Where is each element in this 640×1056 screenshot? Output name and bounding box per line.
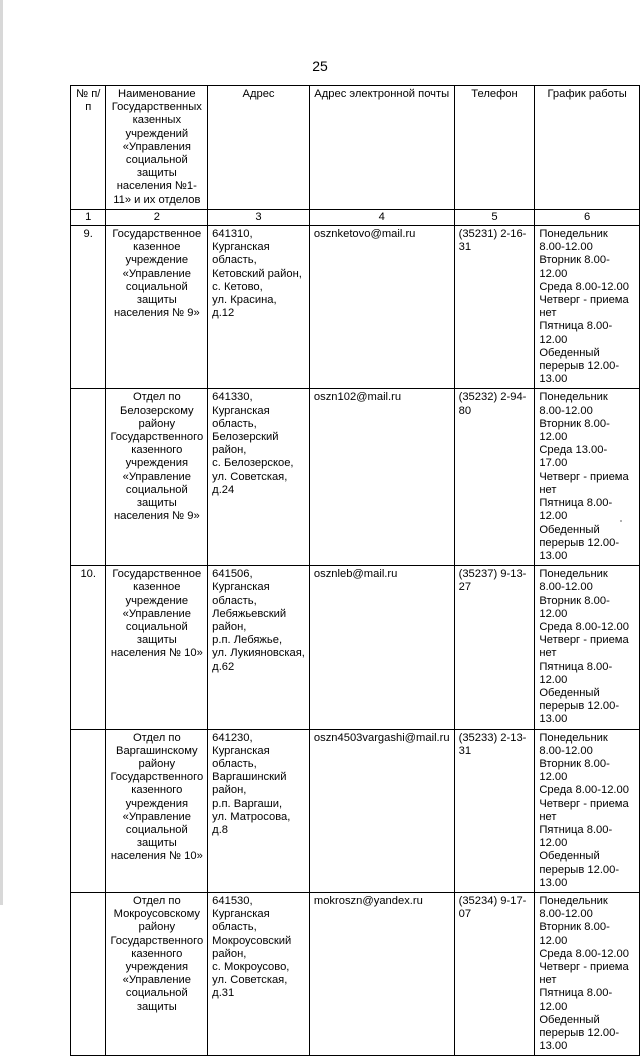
schedule-line: Понедельник 8.00-12.00 bbox=[539, 568, 608, 594]
address-line: район, bbox=[212, 444, 247, 457]
schedule-line: Обеденный перерыв 12.00-13.00 bbox=[539, 523, 620, 562]
address-line: 641330, bbox=[212, 391, 253, 404]
address-line: район, bbox=[212, 784, 247, 797]
schedule-line: Понедельник 8.00-12.00 bbox=[539, 391, 608, 417]
schedule-line: Обеденный перерыв 12.00-13.00 bbox=[539, 1013, 620, 1053]
schedule-line: Среда 8.00-12.00 bbox=[539, 947, 629, 960]
address-line: Курганская bbox=[212, 744, 270, 757]
row-number: 10. bbox=[71, 566, 106, 729]
col-header-schedule: График работы bbox=[535, 86, 640, 210]
schedule-cell bbox=[535, 892, 640, 1055]
address-line: р.п. Варгаши, bbox=[212, 797, 283, 810]
table-row bbox=[71, 566, 640, 729]
address-line: Курганская bbox=[212, 404, 270, 417]
email-cell: mokroszn@yandex.ru bbox=[309, 892, 454, 1055]
address-line: Мокроусовский bbox=[212, 934, 292, 947]
col-header-number: № п/п bbox=[71, 86, 106, 210]
address-line: д.12 bbox=[212, 307, 235, 320]
schedule-line: Четверг - приема нет bbox=[539, 294, 629, 320]
address-line: область, bbox=[212, 757, 257, 770]
schedule-line: Среда 8.00-12.00 bbox=[539, 620, 629, 633]
schedule-line: Понедельник 8.00-12.00 bbox=[539, 228, 608, 254]
schedule-line: Вторник 8.00-12.00 bbox=[539, 757, 610, 784]
schedule-line: Вторник 8.00-12.00 bbox=[539, 594, 610, 620]
address-line: 641230, bbox=[212, 731, 253, 744]
page-number: 25 bbox=[312, 58, 328, 74]
col-index: 3 bbox=[208, 209, 310, 225]
col-header-address: Адрес bbox=[208, 86, 310, 210]
schedule-line: Пятница 8.00-12.00 bbox=[539, 987, 613, 1013]
phone-cell: (35232) 2-94-80 bbox=[454, 389, 535, 566]
table-row bbox=[71, 729, 640, 892]
col-index: 2 bbox=[106, 209, 208, 225]
address-line: район, bbox=[212, 620, 247, 633]
address-line: район, bbox=[212, 947, 247, 960]
schedule-line: Среда 8.00-12.00 bbox=[539, 280, 629, 293]
col-index: 6 bbox=[535, 209, 640, 225]
email-cell: oszn102@mail.ru bbox=[309, 389, 454, 566]
address-line: ул. Советская, bbox=[212, 974, 288, 987]
schedule-line: Понедельник 8.00-12.00 bbox=[539, 894, 608, 921]
col-index: 5 bbox=[454, 209, 535, 225]
address-line: Кетовский район, bbox=[212, 267, 302, 280]
institution-name: Отдел по Мокроусовскому району Государственного казенного учреждения «Управление социальной защиты bbox=[106, 892, 208, 1055]
address-line: ул. Красина, bbox=[212, 294, 277, 307]
schedule-line: Четверг - приема нет bbox=[539, 961, 629, 987]
header-row bbox=[71, 86, 640, 210]
address-line: Курганская bbox=[212, 581, 270, 594]
address-cell bbox=[208, 566, 310, 729]
address-line: Варгашинский bbox=[212, 771, 287, 784]
address-line: с. Мокроусово, bbox=[212, 961, 290, 973]
institution-name: Отдел по Варгашинскому району Государственного казенного учреждения «Управление социальной защиты населения № 10» bbox=[106, 729, 208, 892]
row-number bbox=[71, 892, 106, 1055]
schedule-line: Пятница 8.00-12.00 bbox=[539, 823, 613, 850]
offices-table bbox=[70, 85, 640, 1056]
schedule-line: Четверг - приема нет bbox=[539, 634, 629, 660]
column-index-row bbox=[71, 209, 640, 225]
col-header-email: Адрес электронной почты bbox=[309, 86, 454, 210]
schedule-line: Понедельник 8.00-12.00 bbox=[539, 731, 608, 757]
address-cell bbox=[208, 389, 310, 566]
address-line: 641506, bbox=[212, 568, 253, 581]
address-line: 641310, bbox=[212, 228, 253, 241]
table-row bbox=[71, 389, 640, 566]
email-cell: osznleb@mail.ru bbox=[309, 566, 454, 729]
col-index: 4 bbox=[309, 209, 454, 225]
schedule-line: Пятница 8.00-12.00 bbox=[539, 660, 613, 686]
schedule-line: Вторник 8.00-12.00 bbox=[539, 417, 610, 444]
address-line: область, bbox=[212, 594, 257, 607]
schedule-line: Четверг - приема нет bbox=[539, 797, 629, 823]
schedule-line: Четверг - приема нет bbox=[539, 470, 629, 496]
table-row bbox=[71, 892, 640, 1055]
schedule-line: Обеденный перерыв 12.00-13.00 bbox=[539, 686, 620, 726]
row-number bbox=[71, 389, 106, 566]
scan-edge bbox=[0, 0, 3, 905]
address-line: д.24 bbox=[212, 483, 235, 496]
table-row bbox=[71, 226, 640, 389]
address-line: д.8 bbox=[212, 823, 229, 836]
institution-name: Отдел по Белозерскому району Государственного казенного учреждения «Управление социальной защиты населения № 9» bbox=[106, 389, 208, 566]
address-cell bbox=[208, 729, 310, 892]
address-line: область, bbox=[212, 417, 257, 430]
col-header-name: Наименование Государственных казенных учреждений «Управления социальной защиты населения №1-11» и их отделов bbox=[106, 86, 208, 210]
col-header-phone: Телефон bbox=[454, 86, 535, 210]
address-line: д.62 bbox=[212, 660, 235, 673]
address-line: область, bbox=[212, 921, 257, 934]
schedule-line: Пятница 8.00-12.00 bbox=[539, 320, 613, 346]
address-line: Лебяжьевский bbox=[212, 607, 287, 620]
schedule-line: Вторник 8.00-12.00 bbox=[539, 921, 610, 947]
address-line: р.п. Лебяжье, bbox=[212, 634, 283, 647]
address-line: ул. Советская, bbox=[212, 470, 288, 483]
row-number: 9. bbox=[71, 226, 106, 389]
address-line: Курганская bbox=[212, 908, 270, 921]
schedule-line: Пятница 8.00-12.00 bbox=[539, 497, 613, 523]
address-line: с. Белозерское, bbox=[212, 457, 294, 470]
schedule-line: Среда 13.00-17.00 bbox=[539, 444, 608, 470]
address-line: с. Кетово, bbox=[212, 280, 263, 293]
email-cell: oszn4503vargashi@mail.ru bbox=[309, 729, 454, 892]
address-line: Курганская bbox=[212, 241, 270, 254]
institution-name: Государственное казенное учреждение «Управление социальной защиты населения № 9» bbox=[106, 226, 208, 389]
phone-cell: (35234) 9-17-07 bbox=[454, 892, 535, 1055]
schedule-cell bbox=[535, 729, 640, 892]
email-cell: osznketovo@mail.ru bbox=[309, 226, 454, 389]
address-line: Белозерский bbox=[212, 431, 279, 444]
schedule-line: Обеденный перерыв 12.00-13.00 bbox=[539, 850, 620, 889]
phone-cell: (35237) 9-13-27 bbox=[454, 566, 535, 729]
schedule-line: Обеденный перерыв 12.00-13.00 bbox=[539, 346, 620, 386]
col-index: 1 bbox=[71, 209, 106, 225]
schedule-cell bbox=[535, 389, 640, 566]
address-line: область, bbox=[212, 254, 257, 267]
schedule-cell bbox=[535, 226, 640, 389]
address-line: ул. Матросова, bbox=[212, 810, 291, 823]
address-cell bbox=[208, 892, 310, 1055]
phone-cell: (35231) 2-16-31 bbox=[454, 226, 535, 389]
address-line: ул. Лукияновская, bbox=[212, 647, 305, 660]
schedule-line: Среда 8.00-12.00 bbox=[539, 784, 629, 797]
phone-cell: (35233) 2-13-31 bbox=[454, 729, 535, 892]
address-line: 641530, bbox=[212, 894, 253, 907]
address-line: д.31 bbox=[212, 987, 235, 1000]
schedule-cell bbox=[535, 566, 640, 729]
address-cell bbox=[208, 226, 310, 389]
institution-name: Государственное казенное учреждение «Управление социальной защиты населения № 10» bbox=[106, 566, 208, 729]
row-number bbox=[71, 729, 106, 892]
schedule-line: Вторник 8.00-12.00 bbox=[539, 254, 610, 280]
